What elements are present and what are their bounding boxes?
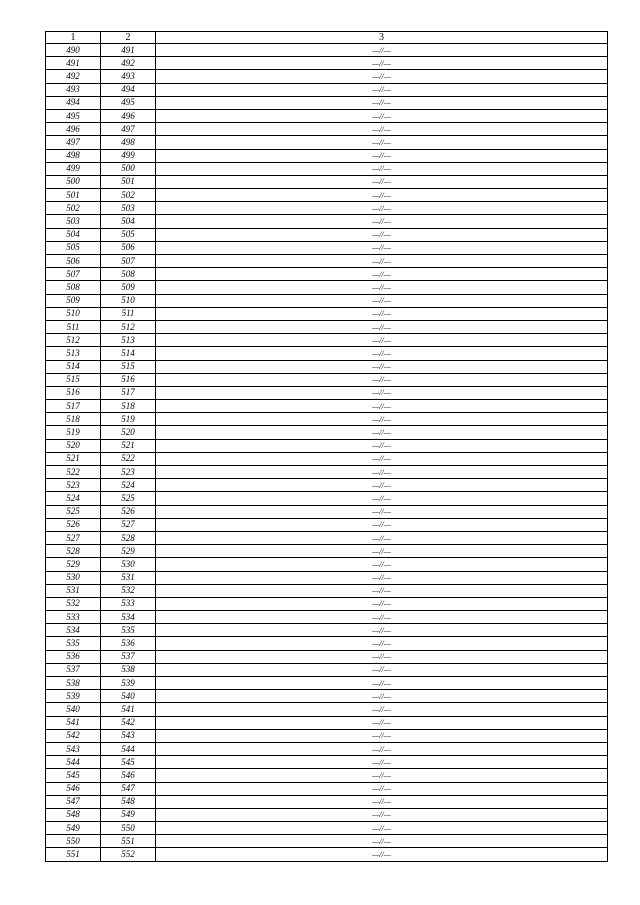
table-row [46,426,608,439]
table-row [46,822,608,835]
cell-col-1: 544 [46,756,101,769]
cell-col-1: 543 [46,742,101,755]
cell-col-2: 498 [101,136,156,149]
cell-col-1: 500 [46,175,101,188]
table-row [46,413,608,426]
cell-col-3: —//— [156,466,608,479]
cell-col-1: 537 [46,663,101,676]
table-row [46,175,608,188]
cell-col-3: —//— [156,584,608,597]
cell-col-3: —//— [156,452,608,465]
cell-col-3: —//— [156,782,608,795]
cell-col-2: 515 [101,360,156,373]
cell-col-1: 550 [46,835,101,848]
table-row [46,281,608,294]
cell-col-2: 534 [101,611,156,624]
header-row [46,32,608,44]
cell-col-1: 529 [46,558,101,571]
table-row [46,584,608,597]
table-row [46,808,608,821]
cell-col-3: —//— [156,44,608,57]
cell-col-2: 540 [101,690,156,703]
cell-col-3: —//— [156,189,608,202]
cell-col-3: —//— [156,663,608,676]
cell-col-2: 521 [101,439,156,452]
cell-col-2: 542 [101,716,156,729]
table-row [46,716,608,729]
table-row [46,294,608,307]
cell-col-3: —//— [156,650,608,663]
cell-col-3: —//— [156,822,608,835]
table-row [46,505,608,518]
cell-col-1: 527 [46,531,101,544]
table-row [46,663,608,676]
cell-col-3: —//— [156,624,608,637]
cell-col-3: —//— [156,597,608,610]
cell-col-1: 508 [46,281,101,294]
table-row [46,268,608,281]
cell-col-2: 508 [101,268,156,281]
cell-col-3: —//— [156,347,608,360]
cell-col-3: —//— [156,175,608,188]
table-row [46,545,608,558]
cell-col-2: 544 [101,742,156,755]
cell-col-3: —//— [156,558,608,571]
table-row [46,400,608,413]
table-row [46,492,608,505]
cell-col-2: 514 [101,347,156,360]
cell-col-3: —//— [156,136,608,149]
table-row [46,373,608,386]
cell-col-2: 549 [101,808,156,821]
cell-col-3: —//— [156,57,608,70]
table-row [46,742,608,755]
table-row [46,307,608,320]
cell-col-3: —//— [156,294,608,307]
cell-col-3: —//— [156,281,608,294]
cell-col-3: —//— [156,426,608,439]
cell-col-3: —//— [156,123,608,136]
cell-col-1: 513 [46,347,101,360]
cell-col-2: 499 [101,149,156,162]
cell-col-1: 524 [46,492,101,505]
cell-col-3: —//— [156,360,608,373]
column-header-2: 2 [101,32,156,44]
cell-col-2: 528 [101,531,156,544]
cell-col-1: 542 [46,729,101,742]
cell-col-1: 505 [46,241,101,254]
cell-col-3: —//— [156,571,608,584]
cell-col-1: 541 [46,716,101,729]
cell-col-3: —//— [156,70,608,83]
cell-col-2: 541 [101,703,156,716]
table-row [46,848,608,861]
cell-col-1: 503 [46,215,101,228]
table-row [46,109,608,122]
cell-col-1: 512 [46,334,101,347]
cell-col-2: 552 [101,848,156,861]
table-body [46,44,608,862]
table-row [46,518,608,531]
cell-col-1: 494 [46,96,101,109]
table-row [46,466,608,479]
cell-col-3: —//— [156,386,608,399]
table-row [46,360,608,373]
cell-col-3: —//— [156,228,608,241]
cell-col-1: 491 [46,57,101,70]
cell-col-3: —//— [156,492,608,505]
cell-col-2: 538 [101,663,156,676]
cell-col-3: —//— [156,808,608,821]
cell-col-1: 519 [46,426,101,439]
cell-col-3: —//— [156,202,608,215]
cell-col-1: 546 [46,782,101,795]
cell-col-2: 524 [101,479,156,492]
cell-col-1: 538 [46,677,101,690]
cell-col-2: 518 [101,400,156,413]
table-row [46,637,608,650]
cell-col-3: —//— [156,769,608,782]
cell-col-2: 539 [101,677,156,690]
cell-col-2: 527 [101,518,156,531]
cell-col-3: —//— [156,255,608,268]
cell-col-1: 506 [46,255,101,268]
cell-col-2: 525 [101,492,156,505]
table-row [46,255,608,268]
table-row [46,215,608,228]
cell-col-3: —//— [156,307,608,320]
cell-col-3: —//— [156,215,608,228]
column-header-1: 1 [46,32,101,44]
cell-col-3: —//— [156,703,608,716]
table-row [46,162,608,175]
cell-col-1: 502 [46,202,101,215]
cell-col-2: 543 [101,729,156,742]
cell-col-1: 517 [46,400,101,413]
table-row [46,228,608,241]
cell-col-2: 516 [101,373,156,386]
cell-col-2: 509 [101,281,156,294]
cell-col-2: 512 [101,320,156,333]
cell-col-3: —//— [156,268,608,281]
cell-col-2: 496 [101,109,156,122]
table-row [46,96,608,109]
cell-col-3: —//— [156,149,608,162]
table-row [46,703,608,716]
cell-col-1: 522 [46,466,101,479]
cell-col-3: —//— [156,518,608,531]
cell-col-2: 530 [101,558,156,571]
table-row [46,439,608,452]
cell-col-1: 547 [46,795,101,808]
table-row [46,729,608,742]
cell-col-1: 535 [46,637,101,650]
table-row [46,479,608,492]
cell-col-3: —//— [156,96,608,109]
table-row [46,769,608,782]
table-row [46,571,608,584]
cell-col-3: —//— [156,756,608,769]
cell-col-2: 551 [101,835,156,848]
cell-col-2: 491 [101,44,156,57]
cell-col-3: —//— [156,439,608,452]
cell-col-1: 534 [46,624,101,637]
cell-col-1: 497 [46,136,101,149]
cell-col-1: 531 [46,584,101,597]
cell-col-3: —//— [156,742,608,755]
cell-col-2: 546 [101,769,156,782]
table-row [46,611,608,624]
table-row [46,558,608,571]
table-row [46,320,608,333]
cell-col-3: —//— [156,531,608,544]
cell-col-2: 537 [101,650,156,663]
cell-col-3: —//— [156,505,608,518]
table-row [46,386,608,399]
table-row [46,57,608,70]
cell-col-2: 531 [101,571,156,584]
cell-col-2: 510 [101,294,156,307]
cell-col-3: —//— [156,413,608,426]
cell-col-1: 514 [46,360,101,373]
cell-col-1: 504 [46,228,101,241]
table-row [46,44,608,57]
cell-col-3: —//— [156,83,608,96]
cell-col-2: 500 [101,162,156,175]
cell-col-2: 497 [101,123,156,136]
cell-col-3: —//— [156,334,608,347]
cell-col-2: 520 [101,426,156,439]
cell-col-2: 501 [101,175,156,188]
table-header [46,32,608,44]
cell-col-1: 540 [46,703,101,716]
cell-col-2: 492 [101,57,156,70]
cell-col-2: 535 [101,624,156,637]
table-row [46,782,608,795]
cell-col-3: —//— [156,637,608,650]
table-row [46,241,608,254]
cell-col-2: 511 [101,307,156,320]
cell-col-1: 507 [46,268,101,281]
cell-col-2: 504 [101,215,156,228]
cell-col-2: 517 [101,386,156,399]
table-row [46,189,608,202]
cell-col-1: 539 [46,690,101,703]
cell-col-2: 532 [101,584,156,597]
cell-col-2: 519 [101,413,156,426]
cell-col-3: —//— [156,373,608,386]
cell-col-2: 495 [101,96,156,109]
cell-col-1: 523 [46,479,101,492]
cell-col-3: —//— [156,109,608,122]
cell-col-3: —//— [156,795,608,808]
cell-col-1: 493 [46,83,101,96]
cell-col-3: —//— [156,162,608,175]
cell-col-1: 526 [46,518,101,531]
cell-col-2: 550 [101,822,156,835]
cell-col-1: 499 [46,162,101,175]
cell-col-2: 547 [101,782,156,795]
cell-col-2: 536 [101,637,156,650]
cell-col-2: 503 [101,202,156,215]
table-row [46,531,608,544]
table-row [46,624,608,637]
cell-col-3: —//— [156,729,608,742]
table-row [46,795,608,808]
cell-col-1: 521 [46,452,101,465]
cell-col-2: 529 [101,545,156,558]
cell-col-2: 493 [101,70,156,83]
cell-col-2: 502 [101,189,156,202]
table-row [46,452,608,465]
table-row [46,136,608,149]
table-row [46,650,608,663]
table-row [46,690,608,703]
table-row [46,202,608,215]
table-row [46,149,608,162]
table-row [46,756,608,769]
cell-col-3: —//— [156,677,608,690]
cell-col-1: 532 [46,597,101,610]
cell-col-1: 525 [46,505,101,518]
cell-col-1: 492 [46,70,101,83]
cell-col-2: 505 [101,228,156,241]
table-row [46,835,608,848]
cell-col-2: 506 [101,241,156,254]
cell-col-3: —//— [156,716,608,729]
cell-col-1: 518 [46,413,101,426]
cell-col-1: 515 [46,373,101,386]
cell-col-2: 545 [101,756,156,769]
cell-col-3: —//— [156,320,608,333]
cell-col-1: 495 [46,109,101,122]
cell-col-1: 510 [46,307,101,320]
table-row [46,83,608,96]
table-row [46,334,608,347]
cell-col-3: —//— [156,611,608,624]
cell-col-1: 501 [46,189,101,202]
cell-col-1: 549 [46,822,101,835]
cell-col-2: 533 [101,597,156,610]
cell-col-1: 536 [46,650,101,663]
cell-col-2: 548 [101,795,156,808]
cell-col-2: 513 [101,334,156,347]
cell-col-1: 551 [46,848,101,861]
cell-col-1: 509 [46,294,101,307]
cell-col-3: —//— [156,400,608,413]
table-row [46,597,608,610]
column-header-3: 3 [156,32,608,44]
data-table [45,31,608,862]
cell-col-1: 528 [46,545,101,558]
cell-col-2: 523 [101,466,156,479]
cell-col-1: 548 [46,808,101,821]
cell-col-3: —//— [156,690,608,703]
cell-col-3: —//— [156,241,608,254]
cell-col-1: 511 [46,320,101,333]
cell-col-3: —//— [156,545,608,558]
table-row [46,347,608,360]
cell-col-1: 533 [46,611,101,624]
cell-col-1: 496 [46,123,101,136]
cell-col-1: 498 [46,149,101,162]
cell-col-1: 516 [46,386,101,399]
cell-col-3: —//— [156,479,608,492]
cell-col-1: 520 [46,439,101,452]
cell-col-2: 522 [101,452,156,465]
cell-col-2: 526 [101,505,156,518]
cell-col-1: 545 [46,769,101,782]
table-row [46,123,608,136]
table-row [46,70,608,83]
cell-col-2: 494 [101,83,156,96]
cell-col-3: —//— [156,835,608,848]
table-row [46,677,608,690]
cell-col-1: 490 [46,44,101,57]
cell-col-2: 507 [101,255,156,268]
cell-col-3: —//— [156,848,608,861]
cell-col-1: 530 [46,571,101,584]
